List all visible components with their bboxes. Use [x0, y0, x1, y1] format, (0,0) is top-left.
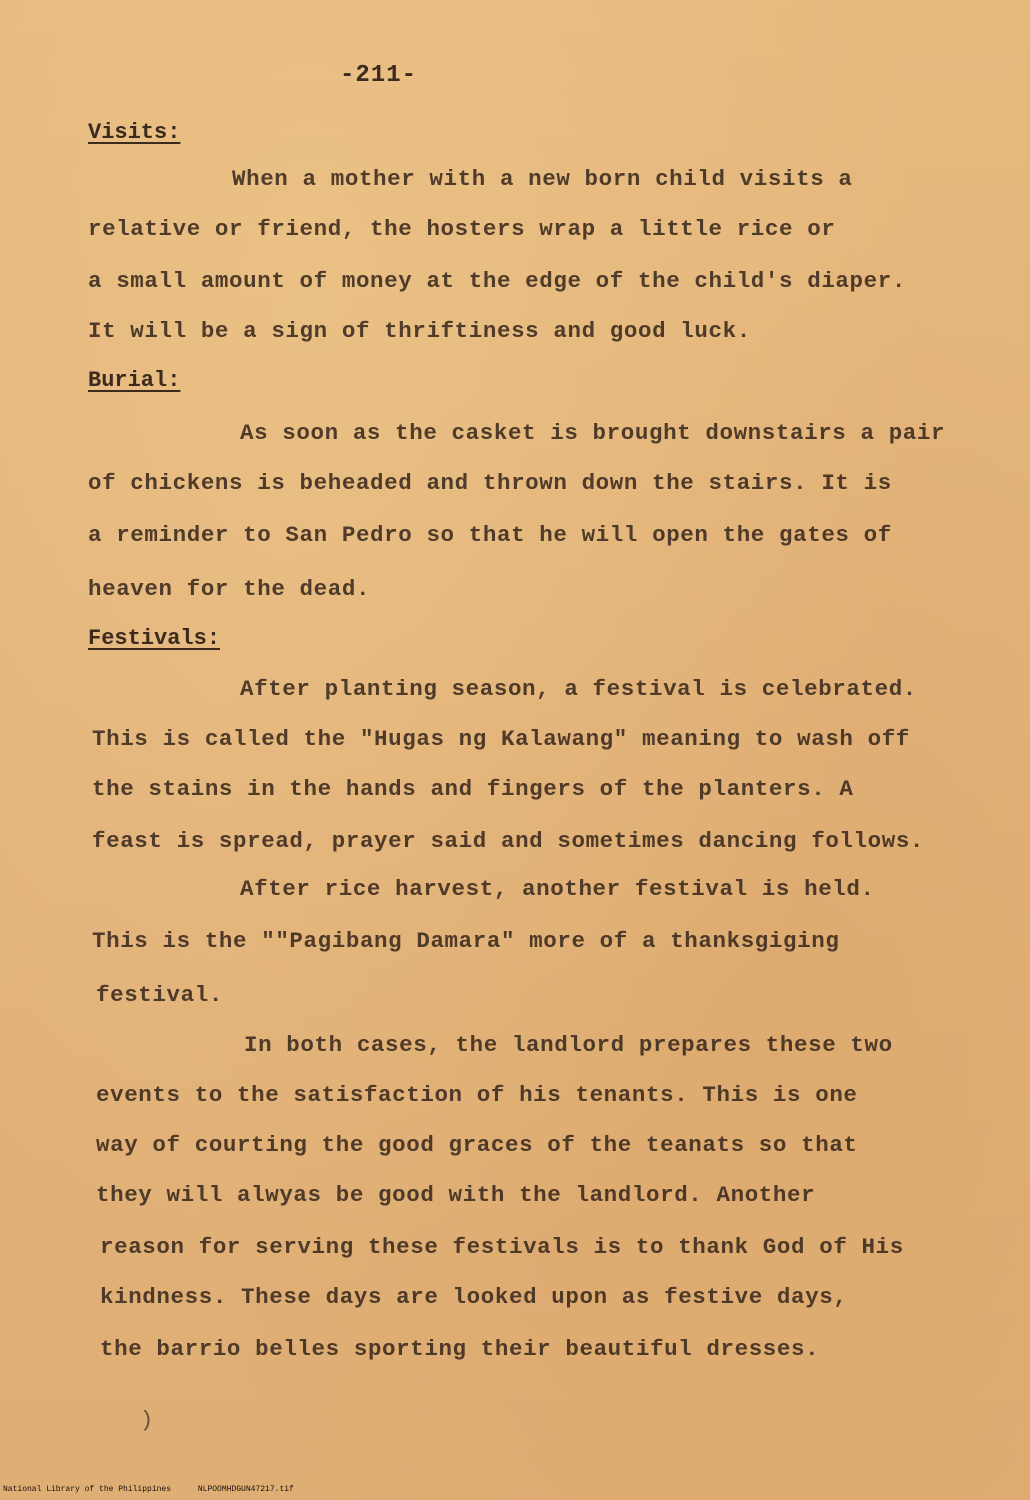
text-line: This is the ""Pagibang Damara" more of a thanksgiging — [92, 928, 840, 954]
text-line: As soon as the casket is brought downstairs a pair — [240, 420, 946, 446]
text-line: events to the satisfaction of his tenants. This is one — [96, 1082, 858, 1108]
text-line: a small amount of money at the edge of the child's diaper. — [88, 268, 906, 294]
text-line: It will be a sign of thriftiness and good luck. — [88, 318, 751, 344]
footer-library: National Library of the Philippines — [3, 1485, 172, 1494]
heading-visits: Visits: — [88, 120, 181, 145]
stray-mark: ) — [140, 1408, 154, 1433]
text-line: After rice harvest, another festival is held. — [240, 876, 875, 902]
page-number: -211- — [340, 62, 418, 89]
text-line: a reminder to San Pedro so that he will open the gates of — [88, 522, 892, 548]
text-line: In both cases, the landlord prepares these two — [244, 1032, 893, 1058]
text-line: the barrio belles sporting their beautiful dresses. — [100, 1336, 820, 1362]
text-line: of chickens is beheaded and thrown down the stairs. It is — [88, 470, 892, 496]
text-line: way of courting the good graces of the teanats so that — [96, 1132, 858, 1158]
heading-burial: Burial: — [88, 368, 181, 393]
text-line: the stains in the hands and fingers of the planters. A — [92, 776, 854, 802]
text-line: heaven for the dead. — [88, 576, 371, 602]
text-line: kindness. These days are looked upon as festive days, — [100, 1284, 848, 1310]
heading-festivals: Festivals: — [88, 626, 221, 651]
scan-footer — [3, 1485, 316, 1494]
text-line: festival. — [96, 982, 223, 1008]
text-line: reason for serving these festivals is to thank God of His — [100, 1234, 904, 1260]
text-line: After planting season, a festival is celebrated. — [240, 676, 917, 702]
footer-filename: NLPOOMHDGUN47217.tif — [197, 1485, 294, 1494]
text-line: This is called the "Hugas ng Kalawang" meaning to wash off — [92, 726, 910, 752]
text-line: feast is spread, prayer said and sometimes dancing follows. — [92, 828, 925, 854]
text-line: they will alwyas be good with the landlord. Another — [96, 1182, 816, 1208]
text-line: When a mother with a new born child visits a — [232, 166, 853, 192]
text-line: relative or friend, the hosters wrap a little rice or — [88, 216, 836, 242]
